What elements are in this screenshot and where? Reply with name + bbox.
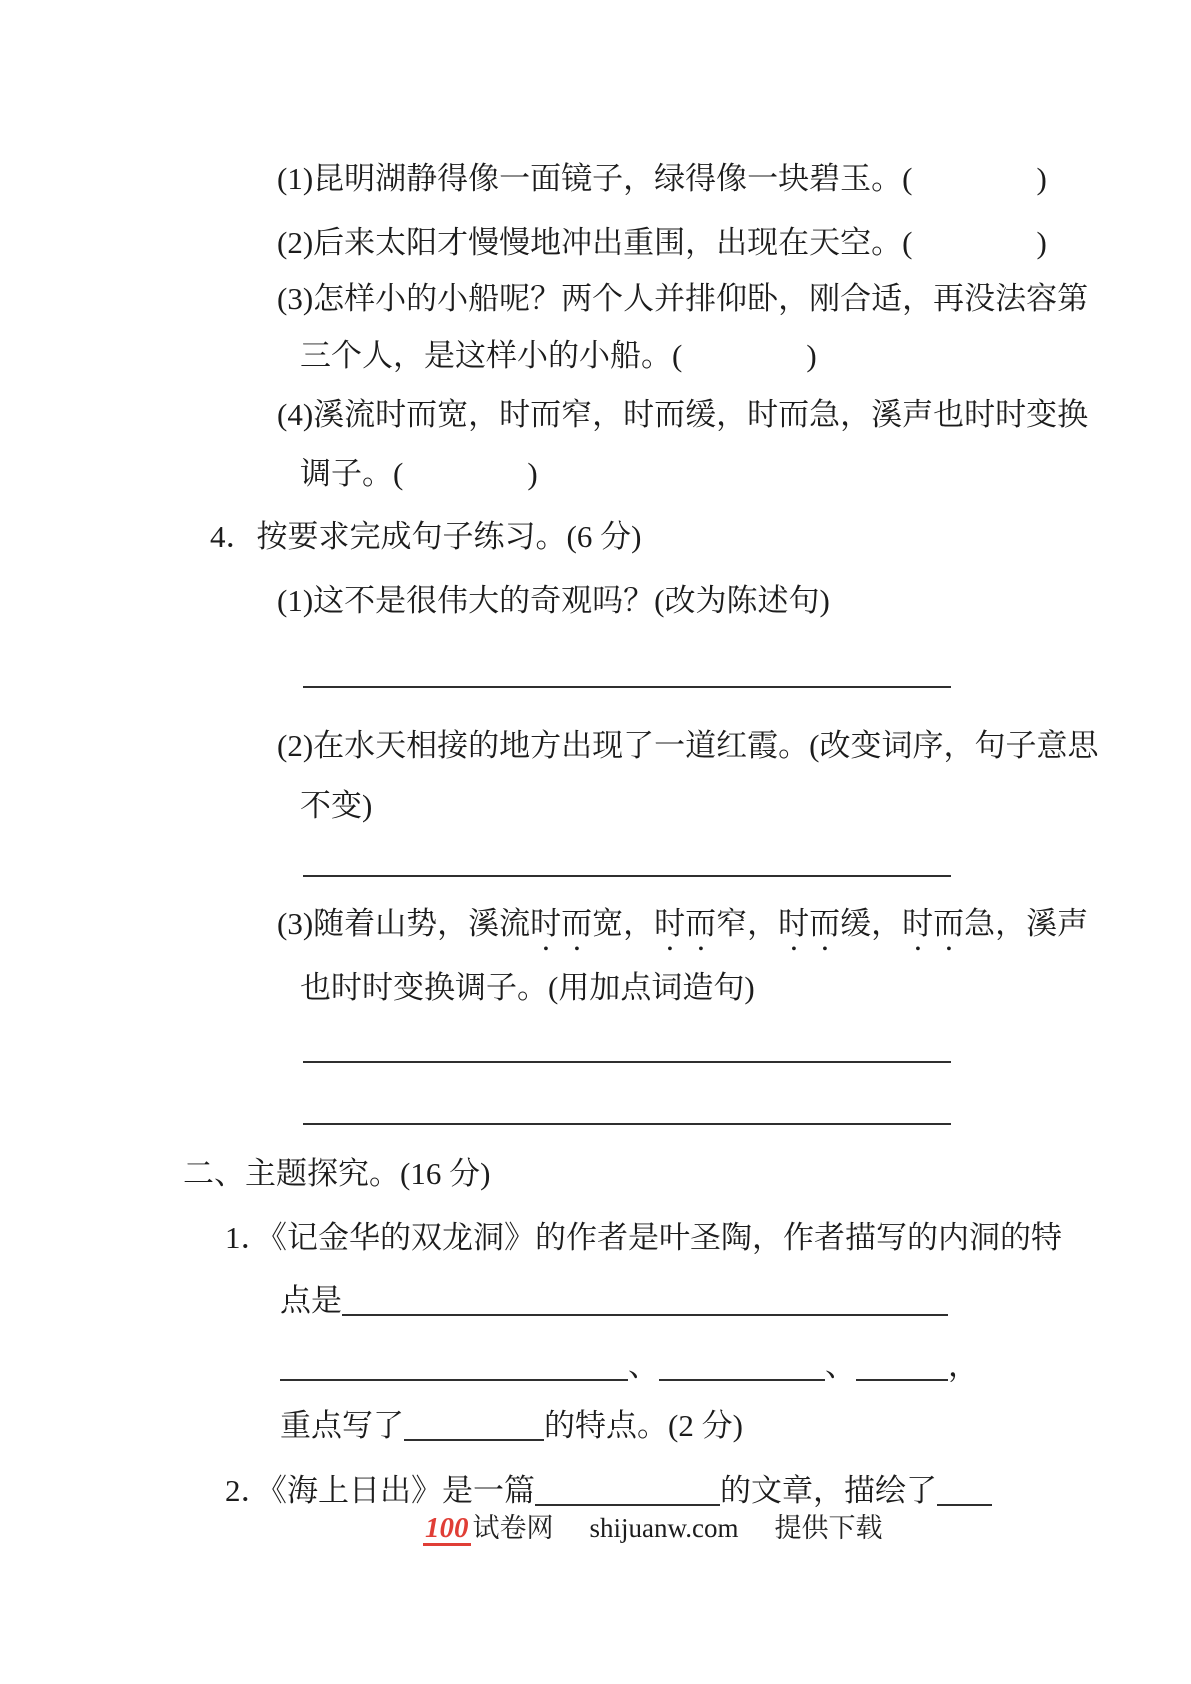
q4-item-3-text: 急，溪声 xyxy=(964,906,1089,941)
q4-item-2-line-1: (2)在水天相接的地方出现了一道红霞。(改变词序，句子意思 xyxy=(277,728,1099,763)
logo-100-icon: 100 xyxy=(425,1512,469,1544)
s2-q1-line-3 xyxy=(280,1345,979,1387)
answer-blank xyxy=(303,686,951,688)
site-url: shijuanw.com xyxy=(589,1513,739,1543)
q3-item-4-line-1: (4)溪流时而宽，时而窄，时而缓，时而急，溪声也时时变换 xyxy=(277,397,1089,432)
answer-blank xyxy=(535,1474,720,1506)
q3-item-4-line-2: 调子。( ) xyxy=(300,456,538,491)
s2-q2-text: 2．《海上日出》是一篇 xyxy=(225,1473,535,1508)
q3-item-1: (1)昆明湖静得像一面镜子，绿得像一块碧玉。( ) xyxy=(277,161,1047,196)
q4-item-3-text: (3)随着山势，溪流 xyxy=(277,906,531,941)
download-text: 提供下载 xyxy=(774,1513,883,1543)
q4-item-1: (1)这不是很伟大的奇观吗？(改为陈述句) xyxy=(277,583,830,618)
answer-blank xyxy=(280,1349,628,1381)
q4-item-3-line-1 xyxy=(277,903,1088,945)
q4-item-3-text: 窄， xyxy=(716,906,779,941)
answer-blank xyxy=(659,1349,825,1381)
answer-blank xyxy=(342,1284,948,1316)
site-brand xyxy=(423,1506,554,1546)
q3-item-2: (2)后来太阳才慢慢地冲出重围，出现在天空。( ) xyxy=(277,225,1047,260)
q4-item-3-text: 宽， xyxy=(592,906,655,941)
site-name: 试卷网 xyxy=(472,1513,554,1543)
emphasized-word: 时而 xyxy=(530,906,593,941)
answer-blank xyxy=(303,1061,951,1063)
answer-blank xyxy=(937,1474,992,1506)
answer-blank xyxy=(303,875,951,877)
q3-item-3-line-2: 三个人，是这样小的小船。( ) xyxy=(300,338,817,373)
s2-q1-line-4 xyxy=(280,1405,743,1447)
s2-q1-line-4-text: 的特点。(2 分) xyxy=(544,1408,743,1443)
q3-item-3-line-1: (3)怎样小的小船呢？两个人并排仰卧，刚合适，再没法容第 xyxy=(277,281,1089,316)
s2-q1-line-2 xyxy=(280,1280,948,1322)
s2-q2-text: 的文章，描绘了 xyxy=(720,1473,937,1508)
separator: 、 xyxy=(628,1348,659,1383)
q4-item-2-line-2: 不变) xyxy=(300,788,373,823)
answer-blank xyxy=(303,1123,951,1125)
q4-heading: 4．按要求完成句子练习。(6 分) xyxy=(210,519,642,554)
separator: 、 xyxy=(825,1348,856,1383)
emphasized-word: 时而 xyxy=(654,906,717,941)
s2-q1-line-1: 1．《记金华的双龙洞》的作者是叶圣陶，作者描写的内洞的特 xyxy=(225,1220,1062,1255)
answer-blank xyxy=(856,1349,948,1381)
answer-blank xyxy=(404,1409,544,1441)
s2-q1-line-4-text: 重点写了 xyxy=(280,1408,404,1443)
separator: ， xyxy=(948,1348,979,1383)
emphasized-word: 时而 xyxy=(902,906,965,941)
page-footer xyxy=(423,1506,882,1546)
emphasized-word: 时而 xyxy=(778,906,841,941)
section-two-heading: 二、主题探究。(16 分) xyxy=(183,1156,491,1191)
s2-q1-line-2-prefix: 点是 xyxy=(280,1283,342,1318)
q4-item-3-line-2: 也时时变换调子。(用加点词造句) xyxy=(300,970,755,1005)
q4-item-3-text: 缓， xyxy=(840,906,903,941)
